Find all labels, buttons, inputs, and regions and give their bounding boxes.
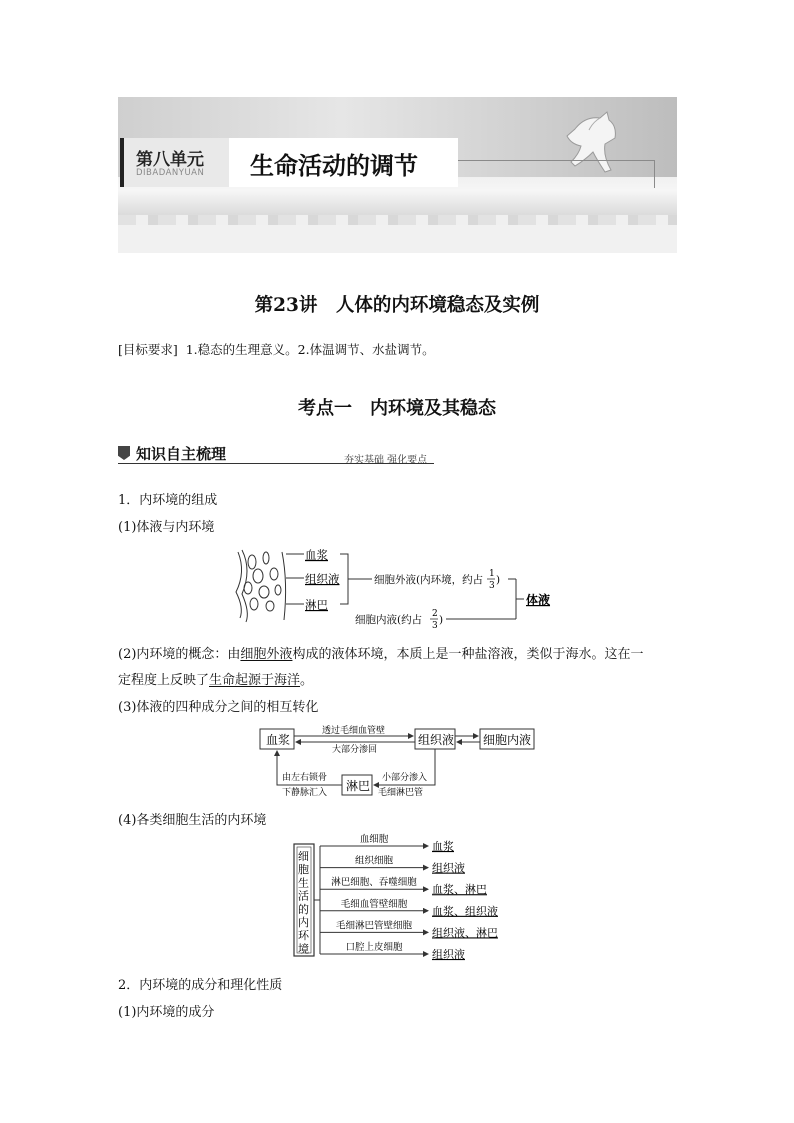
banner-divider-line [458, 160, 654, 161]
d3-env-label: 血浆、淋巴 [432, 883, 487, 897]
d1-plasma: 血浆 [305, 548, 328, 562]
fluid-conversion-diagram [258, 722, 548, 800]
banner-divider-tick [654, 160, 655, 188]
d3-vertical-char: 活 [298, 889, 309, 903]
kaodian-title: 考点一 内环境及其稳态 [298, 398, 496, 419]
d2-top-label: 透过毛细血管壁 [322, 726, 386, 736]
cell-illustration-icon [236, 550, 286, 622]
d2-left-label1: 由左右锁骨 [282, 773, 328, 783]
unit-name: 生命活动的调节 [250, 152, 418, 180]
d2-right-label1: 小部分渗入 [382, 773, 428, 783]
d1-extra-frac-num: 1 [489, 569, 495, 579]
d1-extra-frac-den: 3 [489, 581, 495, 591]
d3-vertical-char: 环 [298, 929, 309, 943]
d3-cell-label: 淋巴细胞、吞噬细胞 [331, 877, 417, 889]
d3-cell-label: 血细胞 [359, 834, 389, 845]
d2-plasma: 血浆 [266, 733, 291, 747]
section1-sub2-line2: 定程度上反映了生命起源于海洋。 [118, 673, 314, 688]
section1-heading: 1．内环境的组成 [118, 493, 218, 508]
d2-left-label2: 下静脉汇入 [282, 788, 328, 798]
d3-vertical-char: 生 [298, 876, 309, 890]
d1-body-fluid: 体液 [526, 593, 551, 607]
d3-vertical-char: 细 [298, 850, 309, 863]
d2-lymph: 淋巴 [346, 779, 371, 793]
d1-intracellular: 细胞内液(约占 [355, 614, 423, 626]
d1-intra-frac-den: 3 [432, 621, 438, 631]
section1-sub4: (4)各类细胞生活的内环境 [118, 813, 267, 828]
unit-pinyin: DIBADANYUAN [136, 168, 205, 178]
horse-image [545, 104, 645, 194]
d3-cell-label: 毛细淋巴管壁细胞 [335, 920, 413, 932]
d3-vertical-char: 的 [298, 902, 309, 916]
d1-extracellular: 细胞外液(内环境，约占 [374, 574, 484, 586]
d1-intra-frac-num: 2 [432, 609, 438, 619]
d3-cell-label: 组织细胞 [354, 855, 394, 867]
d3-cell-label: 毛细血管壁细胞 [340, 898, 408, 910]
d3-vertical-char: 胞 [298, 863, 309, 877]
goal-line [118, 340, 435, 358]
section2-sub1: (1)内环境的成分 [118, 1005, 215, 1020]
cell-environment-diagram [290, 830, 520, 962]
goal-text: 1.稳态的生理意义。2.体温调节、水盐调节。 [185, 342, 435, 357]
knowledge-header-title: 知识自主梳理 [136, 445, 227, 463]
d2-mid-label: 大部分渗回 [332, 745, 378, 755]
d1-lymph: 淋巴 [305, 598, 328, 612]
body-fluid-diagram [230, 542, 560, 634]
d3-env-label: 血浆、组织液 [432, 904, 498, 918]
d2-right-label2: 毛细淋巴管 [378, 788, 424, 798]
d1-extra-close: ) [496, 574, 501, 586]
d3-env-label: 组织液、淋巴 [432, 926, 498, 940]
d2-intracellular: 细胞内液 [483, 733, 532, 747]
d3-vertical-char: 内 [298, 916, 309, 929]
d3-env-label: 组织液 [432, 948, 465, 961]
section1-sub3: (3)体液的四种成分之间的相互转化 [118, 700, 319, 715]
d3-env-label: 血浆 [432, 840, 454, 853]
section1-sub1: (1)体液与内环境 [118, 520, 215, 535]
goal-label: [目标要求] [118, 342, 178, 357]
section2-heading: 2．内环境的成分和理化性质 [118, 978, 283, 993]
section1-sub2-line1: (2)内环境的概念：由细胞外液构成的液体环境，本质上是一种盐溶液，类似于海水。这在一 [118, 647, 644, 662]
d3-vertical-char: 境 [298, 942, 309, 956]
knowledge-header-subtitle: 夯实基础 强化要点 [344, 455, 428, 466]
d3-env-label: 组织液 [432, 861, 465, 875]
d1-tissue-fluid: 组织液 [305, 572, 340, 586]
underline-origin-ocean: 生命起源于海洋 [209, 673, 301, 688]
lecture-title: 第23讲 人体的内环境稳态及实例 [254, 295, 540, 316]
d1-intra-close: ) [439, 614, 444, 626]
d2-tissue-fluid: 组织液 [418, 733, 455, 747]
underline-extracellular: 细胞外液 [240, 647, 293, 662]
unit-number: 第八单元 [136, 150, 204, 170]
d3-cell-label: 口腔上皮细胞 [345, 942, 403, 953]
